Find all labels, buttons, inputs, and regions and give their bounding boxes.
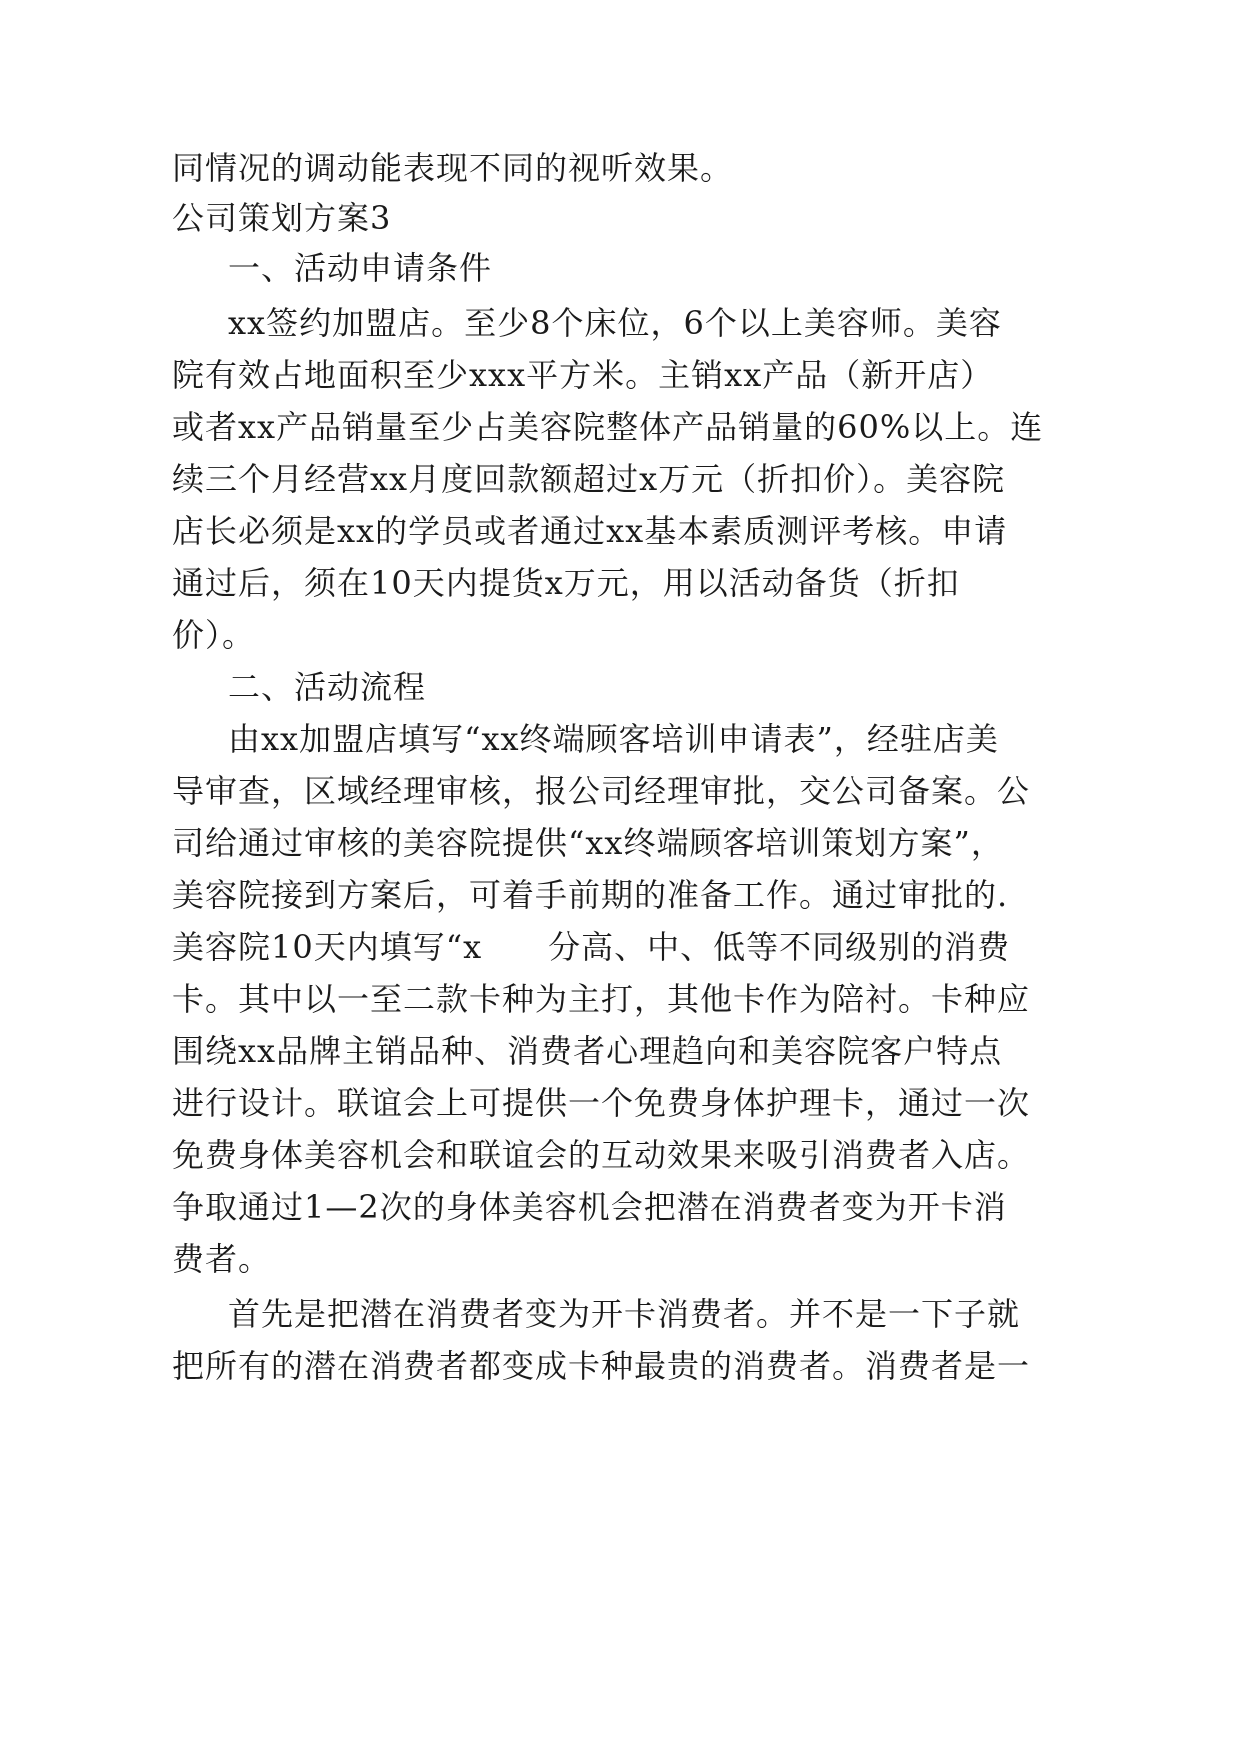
section-heading: 公司策划方案3 — [172, 199, 392, 237]
body-text-line: 或者xx产品销量至少占美容院整体产品销量的60%以上。连 — [172, 408, 1044, 446]
subheading-activity-process: 二、活动流程 — [228, 668, 427, 706]
body-text-line: 导审查，区域经理审核，报公司经理审批，交公司备案。公 — [172, 772, 1031, 810]
body-text-line: 费者。 — [172, 1240, 272, 1278]
body-text-line: 同情况的调动能表现不同的视听效果。 — [172, 149, 734, 187]
body-text-line: 卡。其中以一至二款卡种为主打，其他卡作为陪衬。卡种应 — [172, 980, 1031, 1018]
body-text-line: 免费身体美容机会和联谊会的互动效果来吸引消费者入店。 — [172, 1136, 1031, 1174]
body-text-line: 价）。 — [172, 616, 256, 654]
body-text-line: xx签约加盟店。至少8个床位，6个以上美容师。美容 — [228, 304, 1002, 342]
body-text-line: 美容院10天内填写“x 分高、中、低等不同级别的消费 — [172, 928, 1011, 966]
body-text-line: 把所有的潜在消费者都变成卡种最贵的消费者。消费者是一 — [172, 1347, 1031, 1385]
body-text-line: 司给通过审核的美容院提供“xx终端顾客培训策划方案”， — [172, 824, 1004, 862]
body-text-line: 店长必须是xx的学员或者通过xx基本素质测评考核。申请 — [172, 512, 1008, 550]
body-text-line: 围绕xx品牌主销品种、消费者心理趋向和美容院客户特点 — [172, 1032, 1003, 1070]
body-text-line: 进行设计。联谊会上可提供一个免费身体护理卡，通过一次 — [172, 1084, 1031, 1122]
body-text-line: 美容院接到方案后，可着手前期的准备工作。通过审批的. — [172, 876, 1009, 914]
body-text-line: 由xx加盟店填写“xx终端顾客培训申请表”，经驻店美 — [228, 720, 999, 758]
body-text-line: 院有效占地面积至少xxx平方米。主销xx产品（新开店） — [172, 356, 994, 394]
body-text-line: 争取通过1—2次的身体美容机会把潜在消费者变为开卡消 — [172, 1188, 1007, 1226]
body-text-line: 续三个月经营xx月度回款额超过x万元（折扣价）。美容院 — [172, 460, 1006, 498]
subheading-application-conditions: 一、活动申请条件 — [228, 249, 493, 287]
body-text-line: 通过后，须在10天内提货x万元，用以活动备货（折扣 — [172, 564, 960, 602]
body-text-line: 首先是把潜在消费者变为开卡消费者。并不是一下子就 — [228, 1295, 1021, 1333]
